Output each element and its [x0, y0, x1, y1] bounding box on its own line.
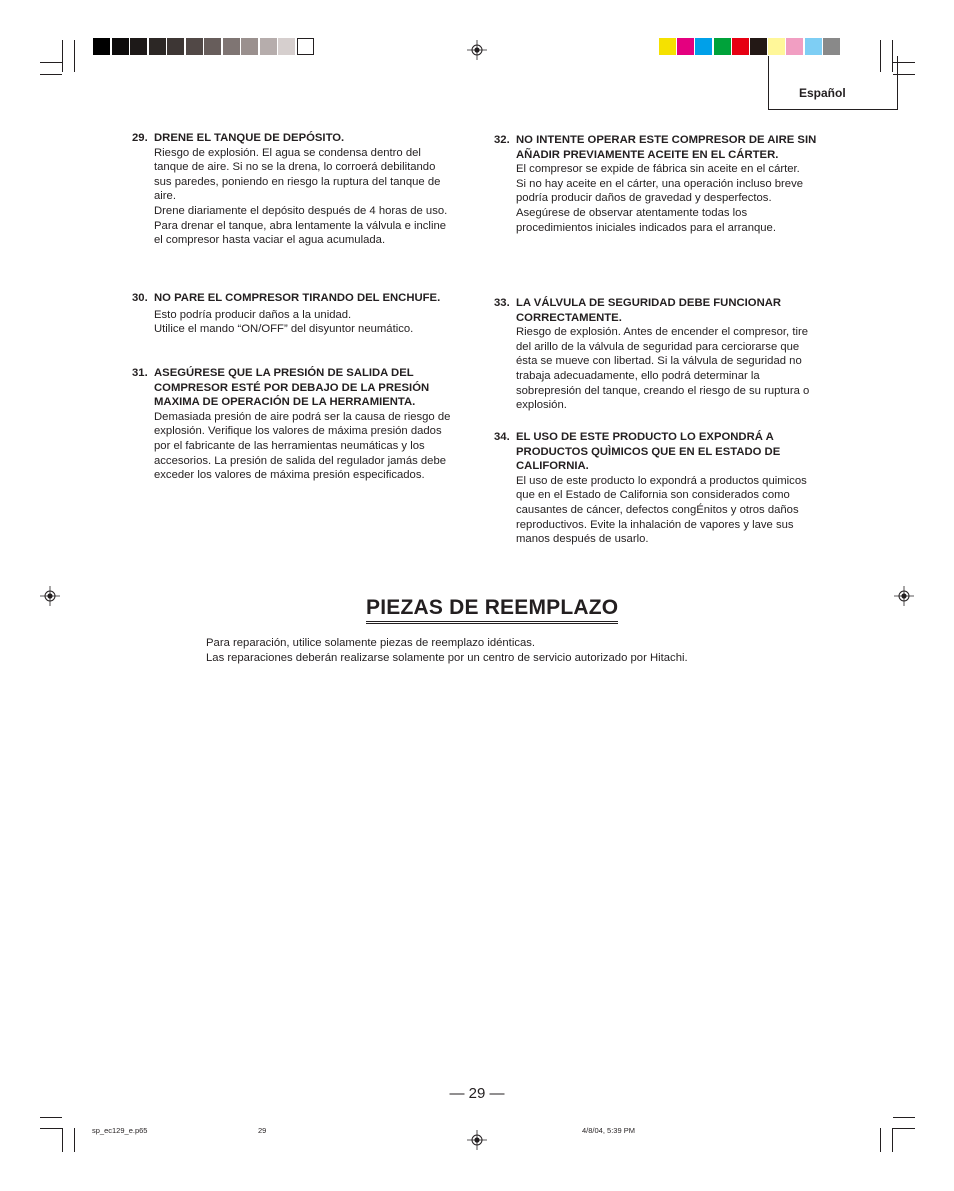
process-color-swatch — [768, 38, 785, 55]
process-color-swatch — [714, 38, 731, 55]
registration-mark-icon — [894, 586, 914, 606]
grayscale-swatch — [130, 38, 147, 55]
safety-item-30 — [132, 291, 454, 337]
process-color-swatch — [659, 38, 676, 55]
item-paragraph: Riesgo de explosión. Antes de encender el compresor, tire del arillo de la válvula de seguridad para cerciorarse que ésta se mueve con libertad. Si la válvula de seguridad no trabaja adecuadamente, ello podrá determinar la sobrepresión del tanque, creando el riesgo de su ruptura o explosión. — [516, 326, 810, 412]
item-number: 34. — [494, 431, 510, 443]
process-color-swatch — [786, 38, 803, 55]
replacement-line: Para reparación, utilice solamente piezas de reemplazo idénticas. — [206, 637, 536, 649]
item-number: 33. — [494, 297, 510, 309]
slug-page: 29 — [258, 1126, 267, 1135]
safety-item-34 — [494, 430, 822, 547]
language-tab-label: Español — [799, 86, 846, 100]
replacement-instructions — [206, 636, 688, 666]
item-number: 32. — [494, 134, 510, 146]
item-paragraph: Si no hay aceite en el cárter, una operación incluso breve podría producir daños de gravedad y desperfectos. Asegúrese de observar atentamente todas los procedimientos iniciales indicados para el arranque. — [516, 177, 803, 234]
process-color-swatch — [677, 38, 694, 55]
page-number: — 29 — — [449, 1085, 505, 1102]
item-number: 30. — [132, 292, 148, 304]
section-title: PIEZAS DE REEMPLAZO — [366, 596, 618, 624]
item-paragraph: Drene diariamente el depósito después de 4 horas de uso. — [154, 204, 448, 217]
item-paragraph: Demasiada presión de aire podrá ser la causa de riesgo de explosión. Verifique los valores de máxima presión dados por el fabricante de las herramientas neumáticas y los accesorios. La presión de salida del regulador jamás debe exceder los valores de máxima presión especificados. — [154, 410, 451, 482]
item-number: 29. — [132, 132, 148, 144]
item-heading: ASEGÚRESE QUE LA PRESIÓN DE SALIDA DEL COMPRESOR ESTÉ POR DEBAJO DE LA PRESIÓN MAXIMA DE OPERACIÓN DE LA HERRAMIENTA. — [154, 367, 430, 409]
process-color-swatch — [732, 38, 749, 55]
safety-item-29 — [132, 131, 454, 248]
replacement-line: Las reparaciones deberán realizarse solamente por un centro de servicio autorizado por Hitachi. — [206, 652, 688, 664]
item-paragraph: El compresor se expide de fábrica sin aceite en el cárter. — [516, 163, 800, 176]
registration-mark-icon — [40, 586, 60, 606]
safety-item-33 — [494, 296, 822, 413]
registration-mark-icon — [467, 1130, 487, 1150]
item-paragraph: Para drenar el tanque, abra lentamente la válvula e incline el compresor hasta vaciar el agua acumulada. — [154, 219, 447, 247]
item-paragraph: Esto podría producir daños a la unidad. — [154, 308, 352, 321]
item-paragraph: Riesgo de explosión. El agua se condensa dentro del tanque de aire. Si no se la drena, lo corroerá debilitando sus paredes, poniendo en riesgo la ruptura del tanque de aire. — [154, 146, 441, 203]
item-paragraph: El uso de este producto lo expondrá a productos quimicos que en el Estado de California son considerados como causantes de cáncer, defectos congÉnitos y otros daños reproductivos. Evite la inhalación de vapores y lave sus manos después de usarlo. — [516, 474, 807, 546]
process-color-swatch — [823, 38, 840, 55]
item-heading: EL USO DE ESTE PRODUCTO LO EXPONDRÁ A PRODUCTOS QUÌMICOS QUE EN EL ESTADO DE CALIFORNIA. — [516, 431, 781, 473]
grayscale-swatch — [241, 38, 258, 55]
safety-item-31 — [132, 366, 454, 483]
item-heading: NO INTENTE OPERAR ESTE COMPRESOR DE AIRE SIN AÑADIR PREVIAMENTE ACEITE EN EL CÁRTER. — [516, 134, 817, 161]
item-heading: DRENE EL TANQUE DE DEPÓSITO. — [154, 132, 345, 144]
registration-mark-icon — [467, 40, 487, 60]
grayscale-swatch — [167, 38, 184, 55]
grayscale-swatch — [112, 38, 129, 55]
grayscale-swatch — [297, 38, 314, 55]
item-paragraph: Utilice el mando “ON/OFF” del disyuntor neumático. — [154, 323, 414, 336]
item-heading: LA VÁLVULA DE SEGURIDAD DEBE FUNCIONAR CORRECTAMENTE. — [516, 297, 782, 324]
slug-filename: sp_ec129_e.p65 — [92, 1126, 148, 1135]
item-heading: NO PARE EL COMPRESOR TIRANDO DEL ENCHUFE. — [154, 292, 441, 304]
grayscale-swatch — [186, 38, 203, 55]
slug-date: 4/8/04, 5:39 PM — [582, 1126, 635, 1135]
grayscale-swatch — [223, 38, 240, 55]
process-color-swatch — [805, 38, 822, 55]
item-number: 31. — [132, 367, 148, 379]
grayscale-swatch — [93, 38, 110, 55]
grayscale-swatch — [278, 38, 295, 55]
grayscale-swatch — [260, 38, 277, 55]
grayscale-swatch — [149, 38, 166, 55]
safety-item-32 — [494, 133, 822, 235]
grayscale-swatch — [204, 38, 221, 55]
language-tab — [768, 56, 898, 110]
process-color-swatch — [750, 38, 767, 55]
process-color-swatch — [695, 38, 712, 55]
